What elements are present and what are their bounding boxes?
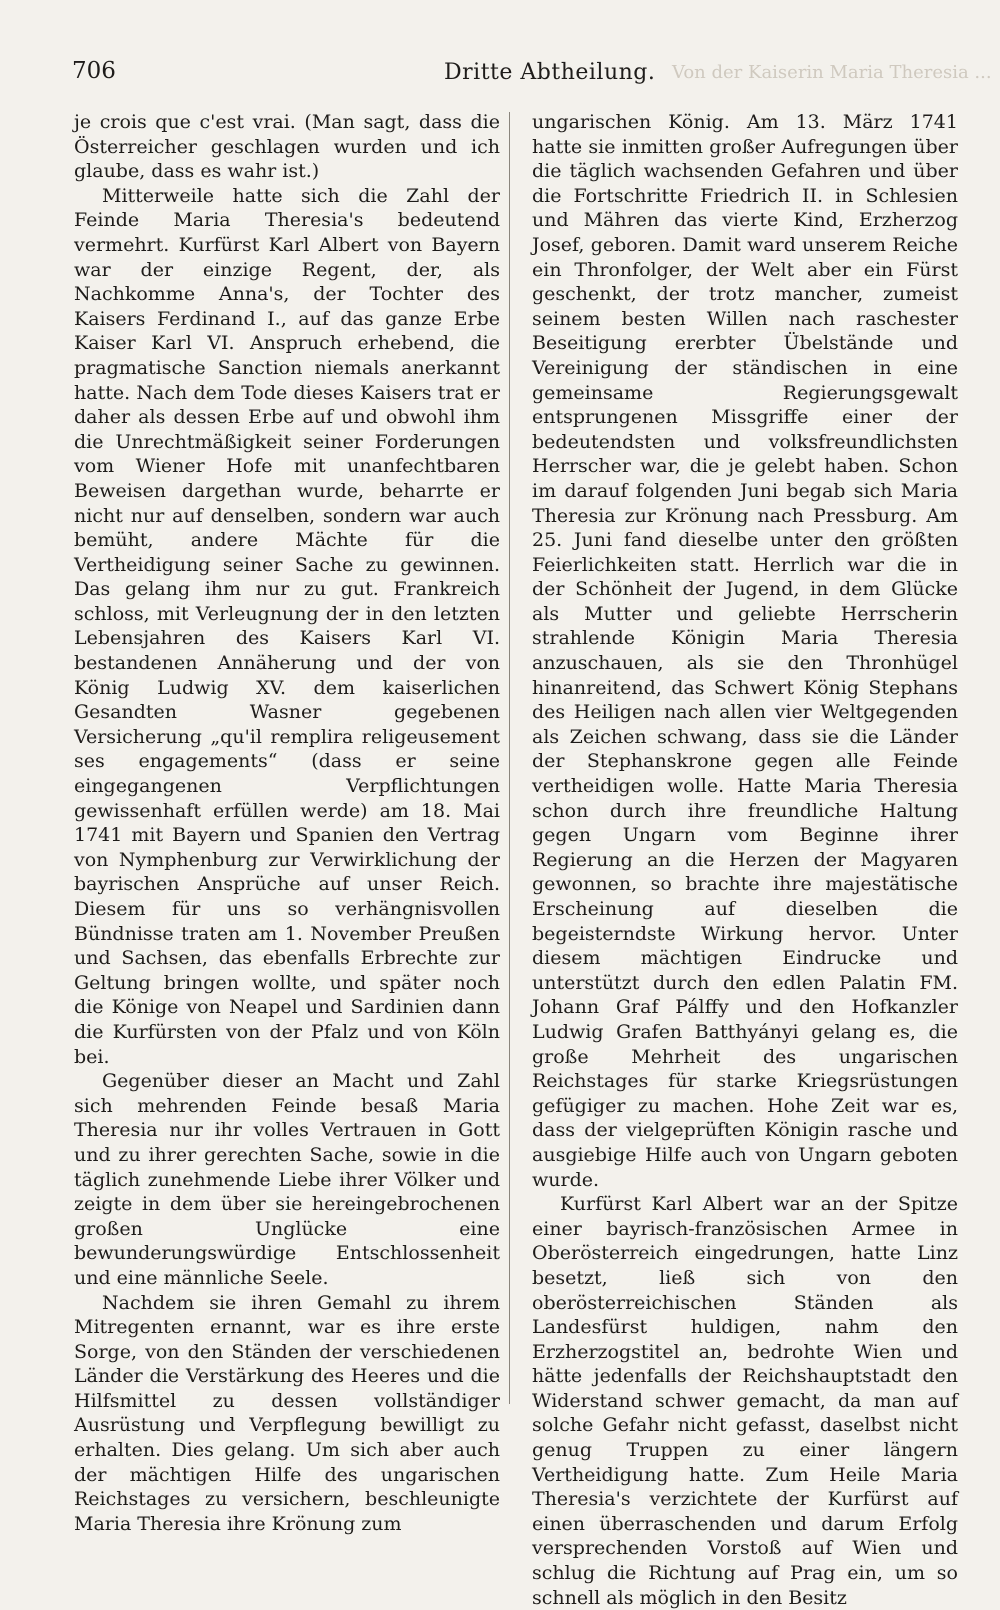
left-paragraph-2: Mitterweile hatte sich die Zahl der Feinde Maria Theresia's bedeutend vermehrt. Kurfürst Karl Albert von Bayern war der einzige Regent, der, als Nachkomme Anna's, der Tochter des Kaisers Ferdinand I., auf das ganze Erbe Kaiser Karl VI. Anspruch erhebend, die pragmatische Sanction niemals anerkannt hatte. Nach dem Tode dieses Kaisers trat er daher als dessen Erbe auf und obwohl ihm die Unrechtmäßigkeit seiner Forderungen vom Wiener Hofe mit unanfechtbaren Beweisen dargethan wurde, beharrte er nicht nur auf denselben, sondern war auch bemüht, andere Mächte für die Vertheidigung seiner Sache zu gewinnen. Das gelang ihm nur zu gut. Frankreich schloss, mit Verleugnung der in den letzten Lebensjahren des Kaisers Karl VI. bestandenen Annäherung und der von König Ludwig XV. dem kaiserlichen Gesandten Wasner gegebenen Versicherung „qu'il remplira religeusement ses engagements“ (dass er seine eingegangenen Verpflichtungen gewissenhaft erfüllen werde) am 18. Mai 1741 mit Bayern und Spanien den Vertrag von Nymphenburg zur Verwirklichung der bayrischen Ansprüche auf unser Reich. Diesem für uns so verhängnisvollen Bündnisse traten am 1. November Preußen und Sachsen, das ebenfalls Erbrechte zur Geltung bringen wollte, und später noch die Könige von Neapel und Sardinien dann die Kurfürsten von der Pfalz und von Köln bei. <box>74 184 500 1068</box>
column-divider <box>509 112 510 1404</box>
left-paragraph-3: Gegenüber dieser an Macht und Zahl sich mehrenden Feinde besaß Maria Theresia nur ihr volles Vertrauen in Gott und zu ihrer gerechten Sache, sowie in die täglich zunehmende Liebe ihrer Völker und zeigte in dem über sie hereingebrochenen großen Unglücke eine bewunderungswürdige Entschlossenheit und eine männliche Seele. <box>74 1070 500 1289</box>
left-column <box>74 110 500 1536</box>
right-column <box>532 110 958 1610</box>
left-paragraph-4: Nachdem sie ihren Gemahl zu ihrem Mitregenten ernannt, war es ihre erste Sorge, von den Ständen der verschiedenen Länder die Verstärkung des Heeres und die Hilfsmittel zu dessen vollständiger Ausrüstung und Verpflegung bewilligt zu erhalten. Dies gelang. Um sich aber auch der mächtigen Hilfe des ungarischen Reichstages zu versichern, beschleunigte Maria Theresia ihre Krönung zum <box>74 1291 500 1535</box>
right-paragraph-1: ungarischen König. Am 13. März 1741 hatte sie inmitten großer Aufregungen über die täglich wachsenden Gefahren und über die Fortschritte Friedrich II. in Schlesien und Mähren das vierte Kind, Erzherzog Josef, geboren. Damit ward unserem Reiche ein Thronfolger, der Welt aber ein Fürst geschenkt, der trotz mancher, zumeist seinem besten Willen nach raschester Beseitigung ererbter Übelstände und Vereinigung der ständischen in eine gemeinsame Regierungsgewalt entsprungenen Missgriffe einer der bedeutendsten und volksfreundlichsten Herrscher war, die je gelebt haben. Schon im darauf folgenden Juni begab sich Maria Theresia zur Krönung nach Pressburg. Am 25. Juni fand dieselbe unter den größten Feierlichkeiten statt. Herrlich war die in der Schönheit der Jugend, in dem Glücke als Mutter und geliebte Herrscherin strahlende Königin Maria Theresia anzuschauen, als sie den Thronhügel hinanreitend, das Schwert König Stephans des Heiligen nach allen vier Weltgegenden als Zeichen schwang, dass sie die Länder der Stephanskrone gegen alle Feinde vertheidigen wolle. Hatte Maria Theresia schon durch ihre freundliche Haltung gegen Ungarn vom Beginne ihrer Regierung an die Herzen der Magyaren gewonnen, so brachte ihre majestätische Erscheinung auf dieselben die begeisterndste Wirkung hervor. Unter diesem mächtigen Eindrucke und unterstützt durch den edlen Palatin FM. Johann Graf Pálffy und den Hofkanzler Ludwig Grafen Batthyányi gelang es, die große Mehrheit des ungarischen Reichstages für starke Kriegsrüstungen gefügiger zu machen. Hohe Zeit war es, dass der vielgeprüften Königin rasche und ausgiebige Hilfe auch von Ungarn geboten wurde. <box>532 111 958 1191</box>
page-number: 706 <box>72 58 116 84</box>
bleed-through-text: Von der Kaiserin Maria Theresia ... <box>672 62 992 83</box>
running-head: Dritte Abtheilung. <box>444 60 656 85</box>
page-header <box>72 58 992 88</box>
right-paragraph-2: Kurfürst Karl Albert war an der Spitze einer bayrisch-französischen Armee in Oberösterreich eingedrungen, hatte Linz besetzt, ließ sich von den oberösterreichischen Ständen als Landesfürst huldigen, nahm den Erzherzogstitel an, bedrohte Wien und hätte jedenfalls der Reichshauptstadt den Widerstand schwer gemacht, da man auf solche Gefahr nicht gefasst, daselbst nicht genug Truppen zu einer längern Vertheidigung hatte. Zum Heile Maria Theresia's verzichtete der Kurfürst auf einen überraschenden und darum Erfolg versprechenden Vorstoß auf Wien und schlug die Richtung auf Prag ein, um so schnell als möglich in den Besitz <box>532 1193 958 1609</box>
left-paragraph-1: je crois que c'est vrai. (Man sagt, dass die Österreicher geschlagen wurden und ich glaube, dass es wahr ist.) <box>74 111 500 183</box>
